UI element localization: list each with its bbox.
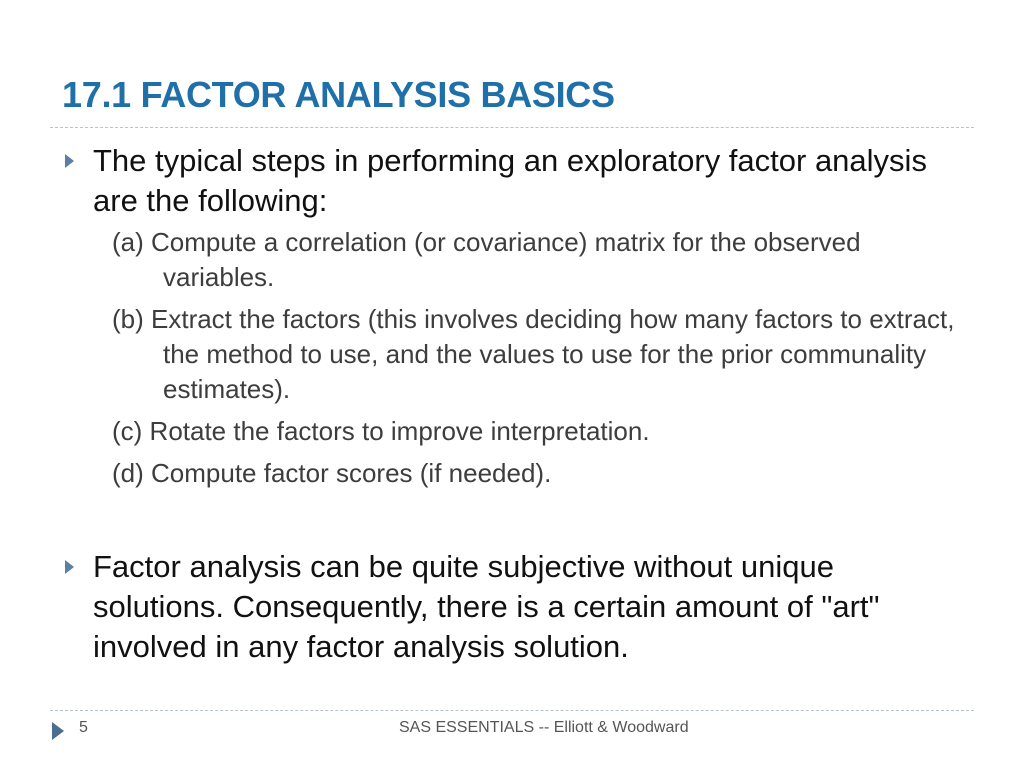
sub-item: (c) Rotate the factors to improve interpretation. bbox=[112, 416, 650, 446]
bullet-arrow-icon bbox=[62, 141, 82, 181]
bullet-item-2 bbox=[62, 547, 962, 667]
footer-text: SAS ESSENTIALS -- Elliott & Woodward bbox=[399, 719, 689, 736]
sub-item: (d) Compute factor scores (if needed). bbox=[112, 458, 552, 488]
bullet-text: Factor analysis can be quite subjective without unique solutions. Consequently, there is a certain amount of "art" involved in any factor analysis solution. bbox=[93, 549, 880, 664]
page-number: 5 bbox=[79, 719, 88, 736]
slide-title: 17.1 FACTOR ANALYSIS BASICS bbox=[62, 74, 615, 115]
sub-item: (b) Extract the factors (this involves deciding how many factors to extract, the method to use, and the values to use for the prior communality estimates). bbox=[112, 304, 955, 404]
bullet-text: The typical steps in performing an exploratory factor analysis are the following: bbox=[93, 143, 927, 218]
footer-divider bbox=[50, 710, 974, 711]
title-divider bbox=[50, 127, 974, 128]
bullet-arrow-icon bbox=[62, 547, 82, 587]
sub-item-list bbox=[112, 225, 962, 491]
bullet-item-1 bbox=[62, 141, 962, 498]
footer-triangle-icon bbox=[51, 721, 65, 741]
sub-item: (a) Compute a correlation (or covariance) matrix for the observed variables. bbox=[112, 227, 861, 292]
